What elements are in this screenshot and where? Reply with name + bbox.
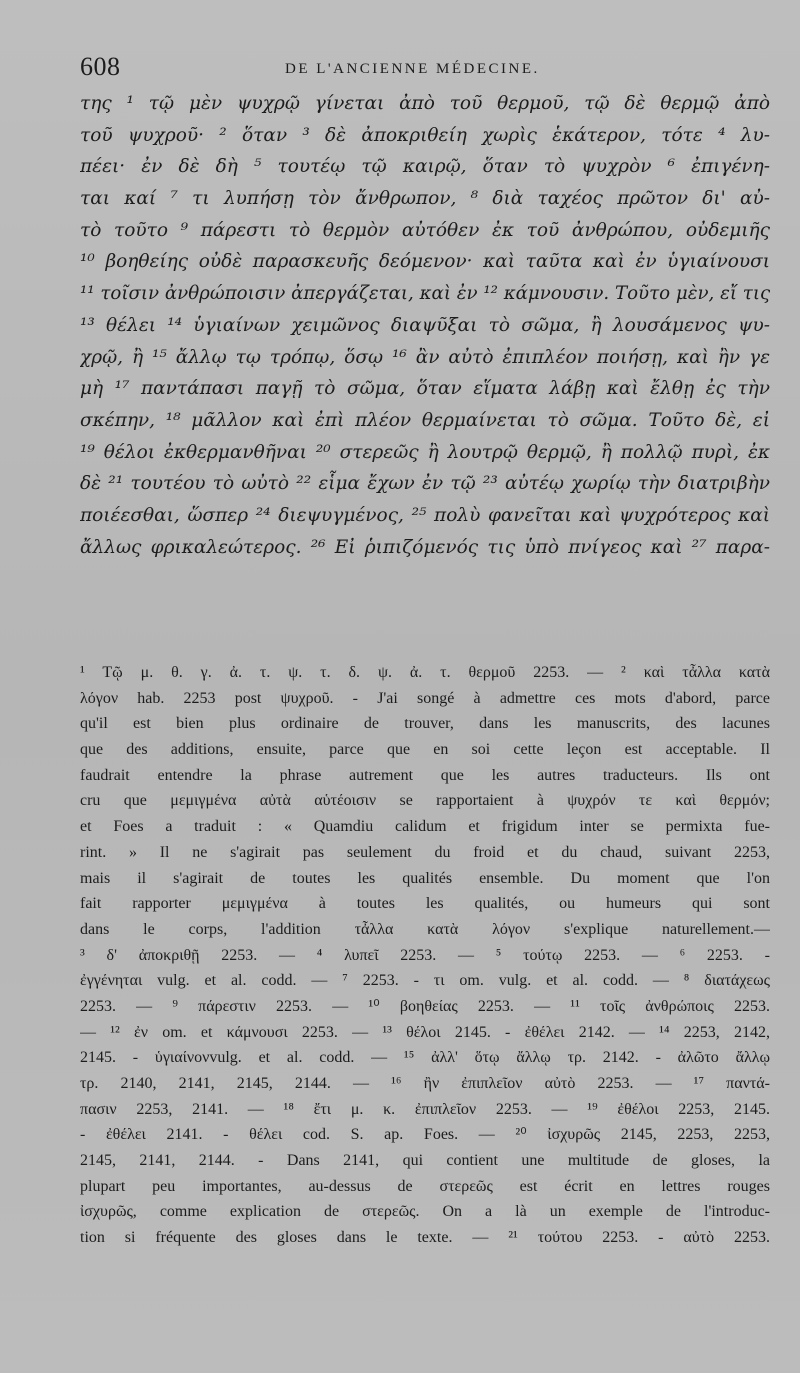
footnote-line: πασιν 2253, 2141. — ¹⁸ ἔτι μ. κ. ἐπιπλεῖον 2253. — ¹⁹ ἐθέλοι 2253, 2145. [80,1100,770,1118]
text-line: ἄλλως φρικαλεώτερος. ²⁶ Εἰ ῥιπιζόμενός τις ὑπὸ πνίγεος καὶ ²⁷ παρα- [80,536,770,558]
footnote-line: 2145. - ὑγιαίνονvulg. et al. codd. — ¹⁵ ἀλλ' ὅτῳ ἄλλῳ τρ. 2142. - ἀλῶτο ἄλλῳ [80,1049,770,1067]
page-header [80,52,770,82]
footnote-line: — ¹² ἐν om. et κάμνουσι 2253. — ¹³ θέλοι 2145. - ἐθέλει 2142. — ¹⁴ 2253, 2142, [80,1023,770,1041]
text-line: ¹⁹ θέλοι ἐκθερμανθῆναι ²⁰ στερεῶς ἢ λουτρῷ θερμῷ, ἢ πολλῷ πυρὶ, ἐκ [80,441,770,463]
text-line: ποιέεσθαι, ὥσπερ ²⁴ διεψυγμένος, ²⁵ πολὺ φανεῖται καὶ ψυχρότερος καὶ [80,504,770,526]
text-line: ¹⁰ βοηθείης οὐδὲ παρασκευῆς δεόμενον· καὶ ταῦτα καὶ ἐν ὑγιαίνουσι [80,251,770,273]
footnote-line: λόγον hab. 2253 post ψυχροῦ. - J'ai songé à admettre ces mots d'abord, parce [80,689,770,707]
page-number: 608 [80,52,121,81]
footnote-line: plupart peu importantes, au-dessus de στερεῶς est écrit en lettres rouges [80,1177,770,1195]
text-line: δὲ ²¹ τουτέου τὸ ωὐτὸ ²² εἷμα ἔχων ἐν τῷ ²³ αὐτέῳ χωρίῳ τὴν διατριβὴν [80,473,770,495]
running-title: DE L'ANCIENNE MÉDECINE. [285,61,540,77]
text-line: τοῦ ψυχροῦ· ² ὅταν ³ δὲ ἀποκριθείη χωρὶς ἑκάτερον, τότε ⁴ λυ- [80,124,770,146]
text-line: της ¹ τῷ μὲν ψυχρῷ γίνεται ἀπὸ τοῦ θερμοῦ, τῷ δὲ θερμῷ ἀπὸ [80,93,770,114]
footnote-line: 2253. — ⁹ πάρεστιν 2253. — ¹⁰ βοηθείας 2253. — ¹¹ τοῖς ἀνθρώποις 2253. [80,997,770,1015]
footnote-line: et Foes a traduit : « Quamdiu calidum et frigidum inter se permixta fue- [80,818,770,836]
footnote-line: τρ. 2140, 2141, 2145, 2144. — ¹⁶ ἢν ἐπιπλεῖον αὐτὸ 2253. — ¹⁷ παντά- [80,1075,770,1092]
footnote-line: 2145, 2141, 2144. - Dans 2141, qui contient une multitude de gloses, la [80,1152,770,1170]
footnote-line: que des additions, ensuite, parce que en soi cette leçon est acceptable. Il [80,741,770,759]
text-line: μὴ ¹⁷ παντάπασι παγῇ τὸ σῶμα, ὅταν εἵματα λάβῃ καὶ ἔλθῃ ἐς τὴν [80,378,770,400]
footnote-line: mais il s'agirait de toutes les qualités ensemble. Du moment que l'on [80,869,770,887]
text-line: πέει· ἐν δὲ δὴ ⁵ τουτέῳ τῷ καιρῷ, ὅταν τὸ ψυχρὸν ⁶ ἐπιγένη- [80,156,770,178]
footnote-line: ³ δ' ἀποκριθῇ 2253. — ⁴ λυπεῖ 2253. — ⁵ τούτῳ 2253. — ⁶ 2253. - [80,946,770,964]
footnote-line: dans le corps, l'addition τἆλλα κατὰ λόγον s'explique naturellement.— [80,920,770,938]
text-line: σκέπην, ¹⁸ μᾶλλον καὶ ἐπὶ πλέον θερμαίνεται τὸ σῶμα. Τοῦτο δὲ, εἰ [80,409,770,431]
footnotes [80,660,770,1251]
greek-main-text [80,88,770,563]
text-line: ¹³ θέλει ¹⁴ ὑγιαίνων χειμῶνος διαψῦξαι τὸ σῶμα, ἢ λουσάμενος ψυ- [80,314,770,336]
footnote-line: ἐγγένηται vulg. et al. codd. — ⁷ 2253. - τι om. vulg. et al. codd. — ⁸ διατάχεως [80,972,770,990]
footnote-line: cru que μεμιγμένα αὐτὰ αὑτέοισιν se rapportaient à ψυχρόν τε καὶ θερμόν; [80,792,770,810]
text-line: τὸ τοῦτο ⁹ πάρεστι τὸ θερμὸν αὐτόθεν ἐκ τοῦ ἀνθρώπου, οὐδεμιῆς [80,219,770,241]
footnote-line: ἰσχυρῶς, comme explication de στερεῶς. On a là un exemple de l'introduc- [80,1203,770,1221]
footnote-line: rint. » Il ne s'agirait pas seulement du froid et du chaud, suivant 2253, [80,843,770,861]
footnote-line: - ἐθέλει 2141. - θέλει cod. S. ap. Foes. — ²⁰ ἰσχυρῶς 2145, 2253, 2253, [80,1126,770,1144]
text-line: ¹¹ τοῖσιν ἀνθρώποισιν ἀπεργάζεται, καὶ ἐν ¹² κάμνουσιν. Τοῦτο μὲν, εἴ τις [80,283,770,305]
footnote-line: tion si fréquente des gloses dans le texte. — ²¹ τούτου 2253. - αὐτὸ 2253. [80,1229,770,1247]
footnote-line: ¹ Τῷ μ. θ. γ. ἀ. τ. ψ. τ. δ. ψ. ἀ. τ. θερμοῦ 2253. — ² καὶ τἆλλα κατὰ [80,664,770,681]
footnote-line: faudrait entendre la phrase autrement que les autres traducteurs. Ils ont [80,766,770,784]
footnote-line: fait rapporter μεμιγμένα à toutes les qualités, ou humeurs qui sont [80,895,770,913]
text-line: χρῷ, ἢ ¹⁵ ἄλλῳ τῳ τρόπῳ, ὅσῳ ¹⁶ ἂν αὐτὸ ἐπιπλέον ποιήσῃ, καὶ ἢν γε [80,346,770,368]
text-line: ται καί ⁷ τι λυπήσῃ τὸν ἄνθρωπον, ⁸ διὰ ταχέος πρῶτον δι' αὐ- [80,188,770,210]
footnote-line: qu'il est bien plus ordinaire de trouver, dans les manuscrits, des lacunes [80,715,770,733]
